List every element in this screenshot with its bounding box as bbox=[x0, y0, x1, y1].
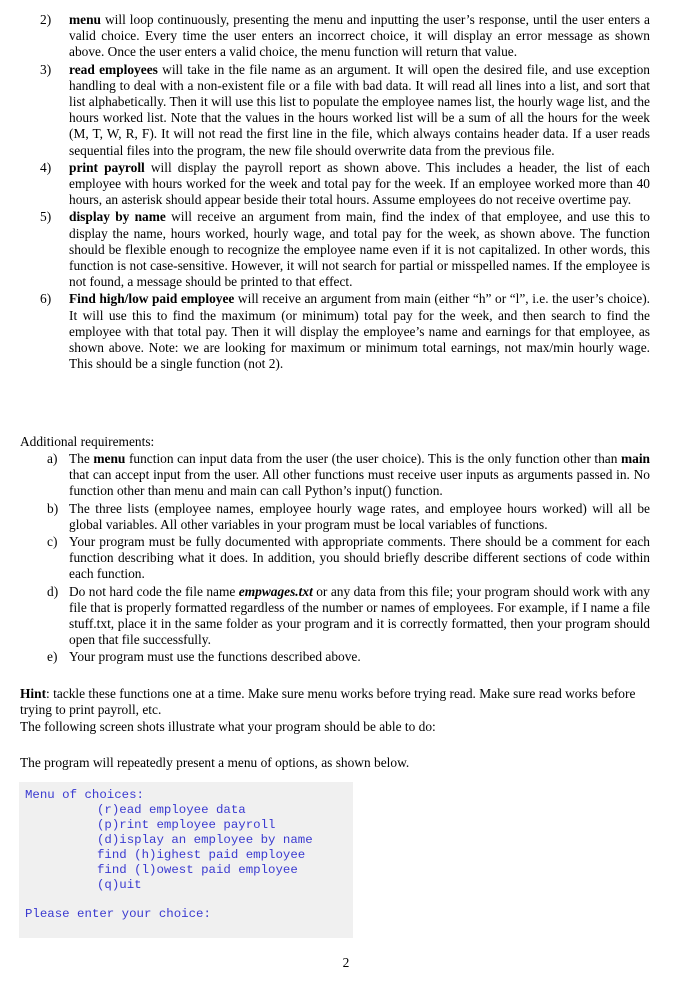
file-name: empwages.txt bbox=[238, 583, 313, 599]
item-number: b) bbox=[47, 500, 59, 516]
item-text: will receive an argument from main (either “h” or “l”, i.e. the user’s choice). It will use this to find the maximum (or minimum) total pay for the week, and then search to find the employee with that total pay. Then it will display the employee’s name and earnings for that employee, as shown above. Note: we are looking for maximum or minimum total earnings, not max/min hourly wage. This should be a single function (not 2). bbox=[69, 291, 651, 372]
req-text: that can accept input from the user. All other functions must receive user inputs as arguments passed in. No function other than menu and main can call Python’s input() function. bbox=[69, 467, 650, 499]
req-text: Your program must be fully documented with appropriate comments. There should be a comment for each function describing what it does. In addition, you should briefly describe different sections of code within each function. bbox=[69, 534, 650, 582]
item-text: will take in the file name as an argument. It will open the desired file, and use exception handling to deal with a non-existent file or a file with bad data. It will read all lines into a list, and sort that list alphabetically. Then it will use this list to populate the employee names list, the hourly wage list, and the hours worked list. Note that the values in the hours worked list will be a sum of all the hours for the week (M, T, W, R, F). It will not read the first line in the file, which always contains header data. If a user reads sequential files into the program, the new file should overwrite data from the previous file. bbox=[69, 61, 650, 158]
item-number: 3) bbox=[40, 61, 52, 77]
item-number: a) bbox=[47, 451, 58, 466]
item-text: will display the payroll report as shown above. This includes a header, the list of each employee with hours worked for the week and total pay for the week. If an employee worked more than 40 hours, an asterisk should appear beside their total hours. Assume employees do not receive overtime pay. bbox=[69, 159, 650, 208]
terminal-screenshot bbox=[19, 782, 353, 938]
item-number: 6) bbox=[40, 291, 52, 307]
menu-title: Menu of choices: bbox=[25, 788, 144, 802]
item-keyword: menu bbox=[69, 12, 101, 27]
item-number: d) bbox=[47, 583, 59, 599]
list-item bbox=[40, 160, 650, 209]
list-item bbox=[40, 12, 650, 61]
item-keyword: display by name bbox=[69, 209, 166, 225]
list-item bbox=[40, 209, 650, 290]
requirement-item bbox=[47, 501, 650, 533]
req-text: Your program must use the functions described above. bbox=[69, 649, 361, 665]
req-text: or any data from this file; your program should work with any file that is properly formatted regardless of the number or names of employees. For example, if I name a file stuff.txt, place it in the same folder as your program and it is correctly formatted, then your program should open that file successfully. bbox=[69, 583, 650, 648]
req-keyword: main bbox=[620, 451, 650, 466]
requirements-list bbox=[47, 451, 650, 667]
list-item bbox=[40, 291, 650, 372]
list-item bbox=[40, 62, 650, 159]
requirement-item bbox=[47, 584, 650, 649]
hint-text: : tackle these functions one at a time. Make sure menu works before trying read. Make sure read works before trying to print payroll, etc. bbox=[20, 686, 636, 718]
req-text: Do not hard code the file name bbox=[69, 583, 239, 599]
item-number: 2) bbox=[40, 12, 52, 27]
hint-label: Hint bbox=[20, 686, 47, 701]
menu-option: find (h)ighest paid employee bbox=[97, 848, 306, 862]
menu-option: (d)isplay an employee by name bbox=[97, 833, 313, 847]
req-keyword: menu bbox=[93, 451, 126, 466]
item-number: 5) bbox=[40, 209, 52, 225]
item-keyword: print payroll bbox=[69, 159, 145, 175]
req-text: The bbox=[69, 451, 94, 466]
menu-option: (r)ead employee data bbox=[97, 803, 246, 817]
item-number: 4) bbox=[40, 159, 52, 175]
menu-option: (q)uit bbox=[97, 878, 142, 892]
item-number: e) bbox=[47, 649, 58, 665]
requirement-item bbox=[47, 451, 650, 500]
function-list bbox=[40, 12, 650, 373]
hint-line2: The following screen shots illustrate what your program should be able to do: bbox=[20, 719, 436, 734]
item-text: will loop continuously, presenting the menu and inputting the user’s response, until the user enters a valid choice. Every time the user enters an incorrect choice, it will display an error message as shown above. Once the user enters a valid choice, the menu function will return that value. bbox=[69, 12, 650, 60]
item-keyword: read employees bbox=[69, 61, 158, 77]
hint-paragraph bbox=[20, 686, 650, 718]
intro-text: The program will repeatedly present a menu of options, as shown below. bbox=[20, 755, 410, 770]
additional-heading: Additional requirements: bbox=[20, 434, 155, 449]
item-keyword: Find high/low paid employee bbox=[69, 291, 235, 307]
choice-prompt: Please enter your choice: bbox=[25, 907, 211, 921]
item-text: will receive an argument from main, find the index of that employee, and use this to display the name, hours worked, hourly wage, and total pay for the week, as shown above. The function should be flexible enough to recognize the employee name even if it is not capitalized. In other words, this function is not case-sensitive. However, it will not search for partial or misspelled names. If the employee is not found, a message should be printed to that effect. bbox=[69, 209, 650, 290]
req-text: The three lists (employee names, employee hourly wage rates, and employee hours worked) will all be global variables. All other variables in your program must be local variables of functions. bbox=[69, 500, 650, 532]
requirement-item bbox=[47, 534, 650, 583]
requirement-item bbox=[47, 649, 650, 665]
req-text: function can input data from the user (the user choice). This is the only function other than bbox=[125, 451, 621, 466]
page-number: 2 bbox=[342, 955, 350, 970]
item-number: c) bbox=[47, 534, 58, 550]
menu-option: find (l)owest paid employee bbox=[97, 863, 298, 877]
menu-option: (p)rint employee payroll bbox=[97, 818, 276, 832]
